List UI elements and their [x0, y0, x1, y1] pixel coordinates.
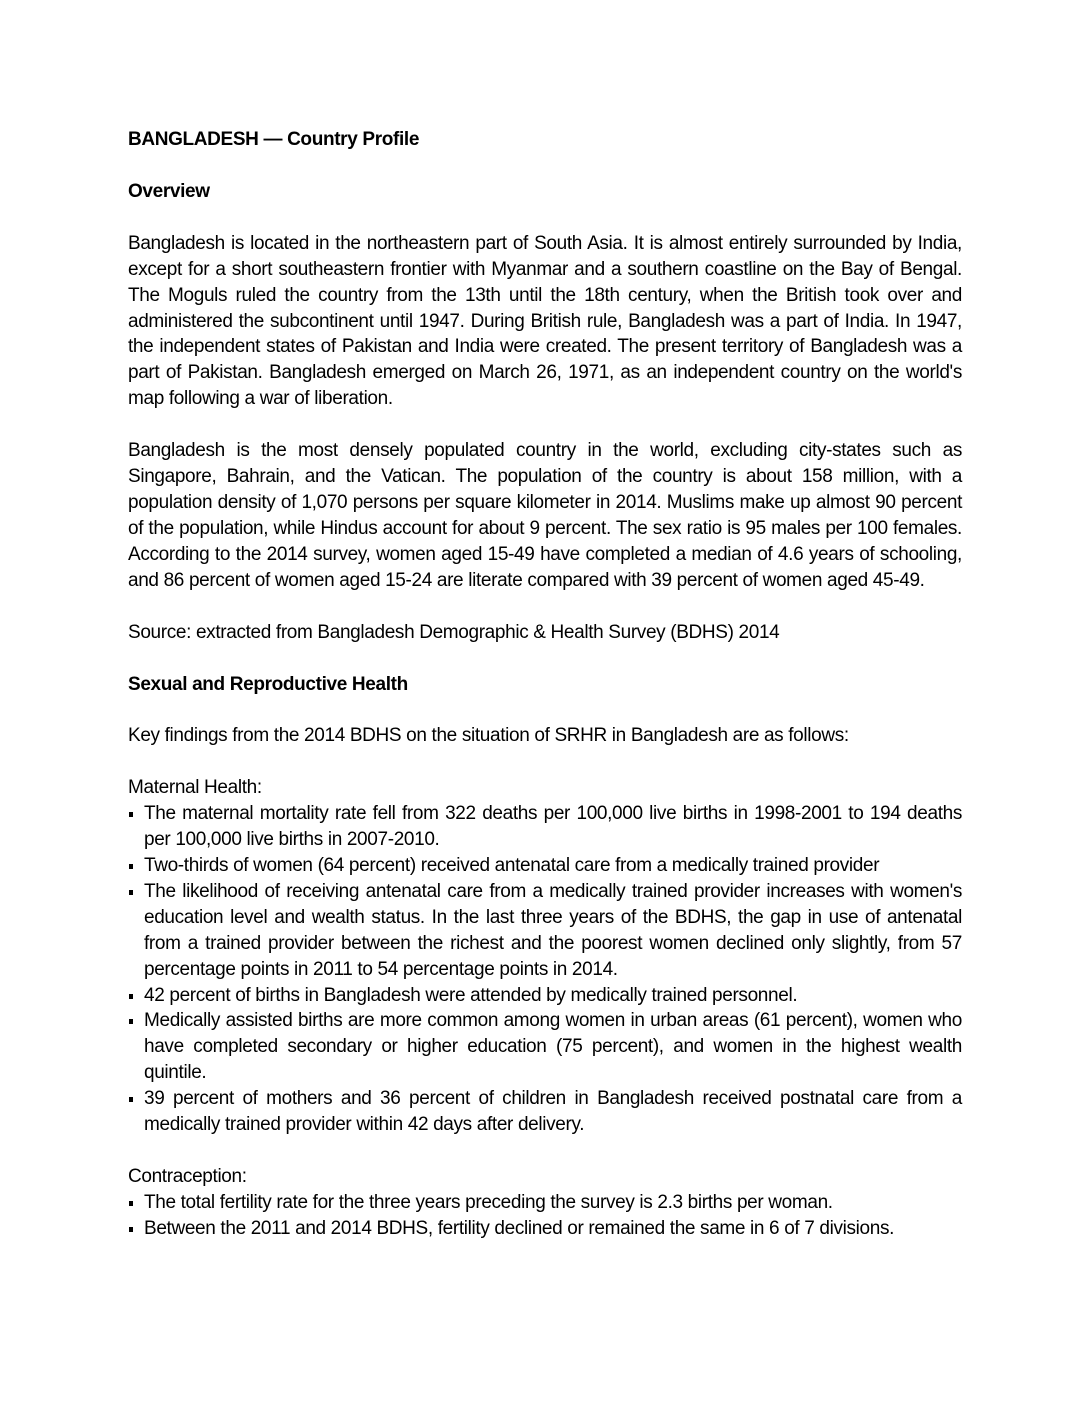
- srh-heading: Sexual and Reproductive Health: [128, 673, 408, 695]
- list-item: 42 percent of births in Bangladesh were attended by medically trained personnel.: [128, 983, 962, 1009]
- maternal-health-label: Maternal Health:: [128, 777, 262, 799]
- overview-paragraph-population: Bangladesh is the most densely populated country in the world, excluding city-states such as Singapore, Bahrain, and the Vatican. The population of the country is about 158 million, with a population density of 1,070 persons per square kilometer in 2014. Muslims make up almost 90 percent of the population, while Hindus account for about 9 percent. The sex ratio is 95 males per 100 females. According to the 2014 survey, women aged 15-49 have completed a median of 4.6 years of schooling, and 86 percent of women aged 15-24 are literate compared with 39 percent of women aged 45-49.: [128, 440, 962, 591]
- list-item: 39 percent of mothers and 36 percent of children in Bangladesh received postnatal care from a medically trained provider within 42 days after delivery.: [128, 1086, 962, 1138]
- list-item: The total fertility rate for the three years preceding the survey is 2.3 births per woman.: [128, 1190, 962, 1216]
- contraception-label: Contraception:: [128, 1166, 247, 1187]
- overview-heading: Overview: [128, 180, 210, 202]
- list-item: Between the 2011 and 2014 BDHS, fertility declined or remained the same in 6 of 7 divisions.: [128, 1216, 962, 1242]
- contraception-list: [128, 1190, 962, 1242]
- list-item: The likelihood of receiving antenatal care from a medically trained provider increases with women's education level and wealth status. In the last three years of the BDHS, the gap in use of antenatal from a trained provider between the richest and the poorest women declined only slightly, from 57 percentage points in 2011 to 54 percentage points in 2014.: [128, 879, 962, 983]
- document-page: [128, 127, 962, 1268]
- source-note: Source: extracted from Bangladesh Demographic & Health Survey (BDHS) 2014: [128, 621, 780, 643]
- overview-paragraph-geography: Bangladesh is located in the northeastern part of South Asia. It is almost entirely surrounded by India, except for a short southeastern frontier with Myanmar and a southern coastline on the Bay of Bengal. The Moguls ruled the country from the 13th until the 18th century, when the British took over and administered the subcontinent until 1947. During British rule, Bangladesh was a part of India. In 1947, the independent states of Pakistan and India were created. The present territory of Bangladesh was a part of Pakistan. Bangladesh emerged on March 26, 1971, as an independent country on the world's map following a war of liberation.: [128, 232, 962, 410]
- list-item: The maternal mortality rate fell from 322 deaths per 100,000 live births in 1998-2001 to 194 deaths per 100,000 live births in 2007-2010.: [128, 801, 962, 853]
- maternal-health-list: [128, 801, 962, 1138]
- srh-intro: Key findings from the 2014 BDHS on the situation of SRHR in Bangladesh are as follows:: [128, 725, 849, 747]
- list-item: Two-thirds of women (64 percent) received antenatal care from a medically trained provider: [128, 853, 962, 879]
- list-item: Medically assisted births are more common among women in urban areas (61 percent), women who have completed secondary or higher education (75 percent), and women in the highest wealth quintile.: [128, 1008, 962, 1086]
- document-title: BANGLADESH — Country Profile: [128, 129, 420, 150]
